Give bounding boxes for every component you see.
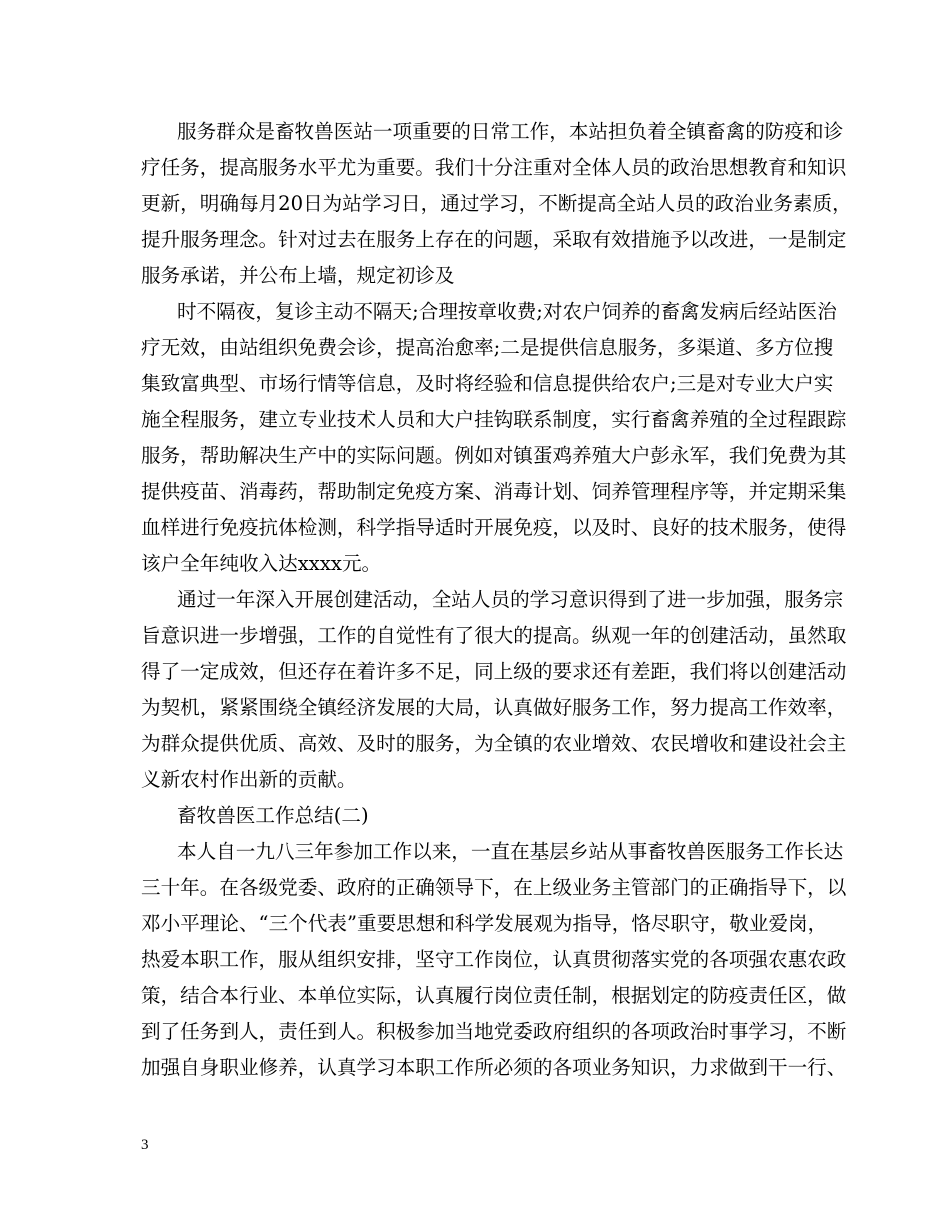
text-line-22: 三十年。在各级党委、政府的正确领导下，在上级业务主管部门的正确指导下，以 — [141, 876, 847, 899]
text-line-4: 提升服务理念。针对过去在服务上存在的问题，采取有效措施予以改进，一是制定 — [141, 228, 847, 251]
text-line-2: 疗任务，提高服务水平尤为重要。我们十分注重对全体人员的政治思想教育和知识 — [141, 156, 847, 179]
text-line-11: 提供疫苗、消毒药，帮助制定免疫方案、消毒计划、饲养管理程序等，并定期采集 — [141, 480, 847, 503]
text-line-7: 疗无效，由站组织免费会诊，提高治愈率;二是提供信息服务，多渠道、多方位搜 — [141, 336, 834, 359]
text-line-1: 服务群众是畜牧兽医站一项重要的日常工作，本站担负着全镇畜禽的防疫和诊 — [177, 120, 844, 143]
text-line-18: 为群众提供优质、高效、及时的服务，为全镇的农业增效、农民增收和建设社会主 — [141, 732, 847, 755]
text-line-9: 施全程服务，建立专业技术人员和大户挂钩联系制度，实行畜禽养殖的全过程跟踪 — [141, 408, 847, 431]
section-heading: 畜牧兽医工作总结(二) — [177, 804, 369, 827]
text-line-8: 集致富典型、市场行情等信息，及时将经验和信息提供给农户;三是对专业大户实 — [141, 372, 834, 395]
text-line-6: 时不隔夜，复诊主动不隔天;合理按章收费;对农户饲养的畜禽发病后经站医治 — [177, 300, 837, 323]
text-line-15: 旨意识进一步增强，工作的自觉性有了很大的提高。纵观一年的创建活动，虽然取 — [141, 624, 847, 647]
text-line-3: 更新，明确每月20日为站学习日，通过学习，不断提高全站人员的政治业务素质， — [141, 192, 852, 215]
text-line-21: 本人自一九八三年参加工作以来，一直在基层乡站从事畜牧兽医服务工作长达 — [177, 840, 844, 863]
text-line-27: 加强自身职业修养，认真学习本职工作所必须的各项业务知识，力求做到干一行、 — [141, 1056, 847, 1079]
text-line-16: 得了一定成效，但还存在着许多不足，同上级的要求还有差距，我们将以创建活动 — [141, 660, 847, 683]
text-line-25: 策，结合本行业、本单位实际，认真履行岗位责任制，根据划定的防疫责任区，做 — [141, 984, 847, 1007]
text-line-13: 该户全年纯收入达xxxx元。 — [141, 552, 382, 575]
text-line-24: 热爱本职工作，服从组织安排，坚守工作岗位，认真贯彻落实党的各项强农惠农政 — [141, 948, 847, 971]
text-line-14: 通过一年深入开展创建活动，全站人员的学习意识得到了进一步加强，服务宗 — [177, 588, 844, 611]
text-line-12: 血样进行免疫抗体检测，科学指导适时开展免疫，以及时、良好的技术服务，使得 — [141, 516, 847, 539]
text-line-19: 义新农村作出新的贡献。 — [141, 768, 357, 791]
text-line-17: 为契机，紧紧围绕全镇经济发展的大局，认真做好服务工作，努力提高工作效率， — [141, 696, 847, 719]
page-number: 3 — [141, 1137, 149, 1153]
text-line-5: 服务承诺，并公布上墙，规定初诊及 — [141, 264, 455, 287]
text-line-23: 邓小平理论、“三个代表”重要思想和科学发展观为指导，恪尽职守，敬业爱岗， — [141, 912, 828, 935]
text-line-10: 服务，帮助解决生产中的实际问题。例如对镇蛋鸡养殖大户彭永军，我们免费为其 — [141, 444, 847, 467]
text-line-26: 到了任务到人，责任到人。积极参加当地党委政府组织的各项政治时事学习，不断 — [141, 1020, 847, 1043]
